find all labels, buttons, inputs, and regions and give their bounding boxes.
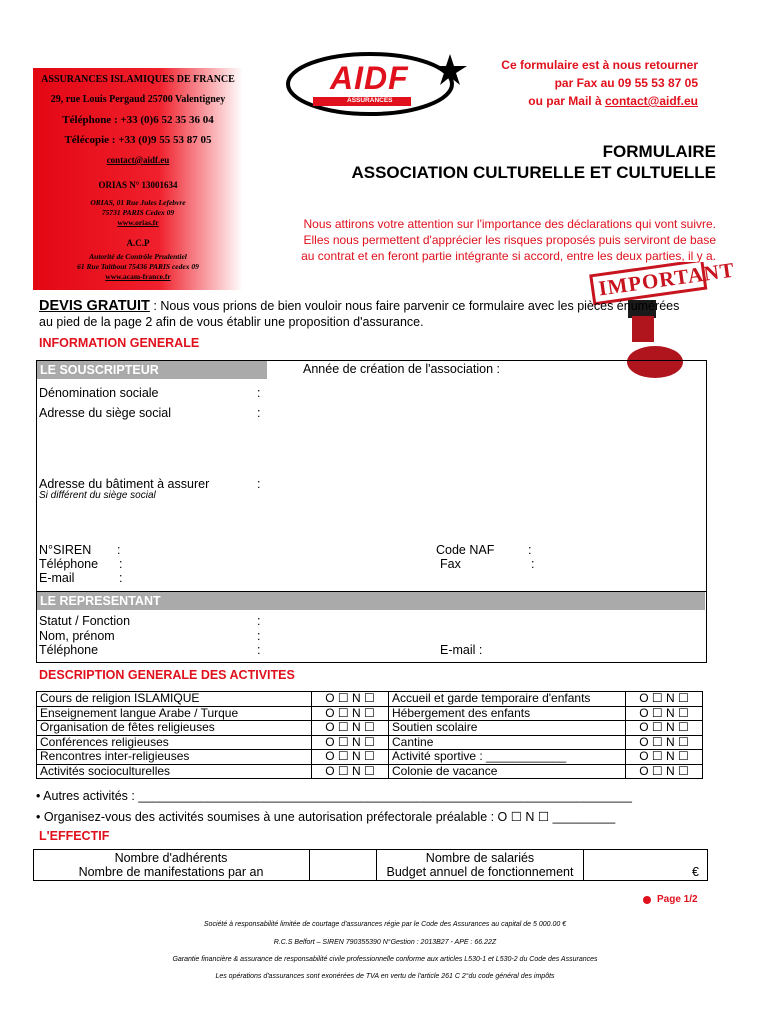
si-different-note: Si différent du siège social: [39, 490, 156, 501]
colon: :: [257, 629, 261, 643]
activity-label: Colonie de vacance: [389, 764, 626, 779]
yes-no-checkbox[interactable]: O ☐ N ☐: [312, 692, 389, 707]
colon: :: [257, 614, 261, 628]
orias-address-2: 75731 PARIS Cedex 09: [101, 208, 175, 217]
section-info-generale: INFORMATION GENERALE: [39, 336, 200, 350]
representant-header: LE REPRESENTANT: [37, 592, 705, 610]
colon: :: [257, 477, 261, 491]
colon: :: [119, 557, 123, 571]
activity-label: Activité sportive : ____________: [389, 750, 626, 765]
colon: :: [528, 543, 532, 557]
activity-label: Rencontres inter-religieuses: [37, 750, 312, 765]
activity-label: Cours de religion ISLAMIQUE: [37, 692, 312, 707]
acp-web[interactable]: www.acam-france.fr: [105, 272, 171, 281]
acp-name: Autorité de Contrôle Prudentiel: [89, 252, 187, 261]
activity-label: Hébergement des enfants: [389, 706, 626, 721]
yes-no-checkbox[interactable]: O ☐ N ☐: [312, 706, 389, 721]
yes-no-checkbox[interactable]: O ☐ N ☐: [626, 735, 703, 750]
footer-line-4: Les opérations d'assurances sont exonérées de TVA en vertu de l'article 261 C 2°du code général des impôts: [215, 973, 555, 980]
statut-label: Statut / Fonction: [39, 614, 131, 628]
company-name: ASSURANCES ISLAMIQUES DE FRANCE: [41, 74, 235, 85]
yes-no-checkbox[interactable]: O ☐ N ☐: [312, 735, 389, 750]
colon: :: [257, 643, 261, 657]
denomination-label: Dénomination sociale: [39, 386, 159, 400]
siren-label: N°SIREN: [39, 543, 92, 557]
activity-label: Accueil et garde temporaire d'enfants: [389, 692, 626, 707]
return-instructions: [501, 56, 698, 110]
stamp-text: IMPORTANT: [596, 257, 737, 301]
annee-creation-label: Année de création de l'association :: [303, 362, 500, 376]
activites-prefectorales: • Organisez-vous des activités soumises à une autorisation préfectorale préalable : O ☐ N ☐ _________: [36, 810, 616, 824]
yes-no-checkbox[interactable]: O ☐ N ☐: [626, 706, 703, 721]
company-email[interactable]: contact@aidf.eu: [106, 155, 170, 165]
devis-paragraph: DEVIS GRATUIT : Nous vous prions de bien vouloir nous faire parvenir ce formulaire avec les pièces énumérées au pied de la page 2 afin de vous établir une proposition d'assurance.: [39, 298, 680, 329]
acp-address: 61 Rue Taitbout 75436 PARIS cedex 09: [77, 262, 199, 271]
footer-line-3: Garantie financière & assurance de responsabilité civile professionnelle conforme aux articles L530-1 et L530-2 du Code des Assurances: [172, 956, 598, 963]
activity-label: Organisation de fêtes religieuses: [37, 721, 312, 736]
fax-label: Fax: [440, 557, 461, 571]
company-info-panel: [33, 68, 243, 290]
nom-label: Nom, prénom: [39, 629, 115, 643]
activity-row: [37, 721, 703, 736]
nombre-manifestations-label: Nombre de manifestations par an: [78, 865, 264, 879]
colon: :: [531, 557, 535, 571]
activites-table: [36, 691, 703, 779]
souscripteur-header: LE SOUSCRIPTEUR: [37, 361, 267, 379]
notice-text: Nous attirons votre attention sur l'importance des déclarations qui vont suivre. Elles nous permettent d'apprécier les risques proposés puis serviront de base au contrat et en feront partie intégrante si accord, entre les deux parties, il y a.: [301, 217, 716, 263]
email-label: E-mail: [39, 571, 75, 585]
activity-label: Soutien scolaire: [389, 721, 626, 736]
yes-no-checkbox[interactable]: O ☐ N ☐: [312, 750, 389, 765]
activity-row: [37, 764, 703, 779]
yes-no-checkbox[interactable]: O ☐ N ☐: [626, 692, 703, 707]
logo-subtext: ASSURANCES: [347, 97, 393, 104]
code-naf-label: Code NAF: [436, 543, 495, 557]
section-effectif: L'EFFECTIF: [39, 829, 110, 843]
company-phone: Téléphone : +33 (0)6 52 35 36 04: [62, 114, 214, 126]
orias-address-1: ORIAS, 01 Rue Jules Lefebvre: [90, 198, 186, 207]
activity-row: [37, 692, 703, 707]
activity-row: [37, 750, 703, 765]
yes-no-checkbox[interactable]: O ☐ N ☐: [312, 721, 389, 736]
company-address: 29, rue Louis Pergaud 25700 Valentigney: [50, 94, 226, 105]
return-line-2: par Fax au 09 55 53 87 05: [554, 76, 698, 90]
activity-row: [37, 706, 703, 721]
orias-web[interactable]: www.orias.fr: [117, 218, 159, 227]
return-line-1: Ce formulaire est à nous retourner: [501, 58, 698, 72]
activity-row: [37, 735, 703, 750]
yes-no-checkbox[interactable]: O ☐ N ☐: [626, 721, 703, 736]
form-title-1: FORMULAIRE: [602, 142, 716, 161]
aidf-logo: [285, 50, 470, 118]
footer-line-2: R.C.S Belfort – SIREN 790355390 N°Gestion : 2013B27 - APE : 66.22Z: [273, 939, 497, 946]
orias-number: ORIAS N° 13001634: [98, 180, 178, 190]
footer-line-1: Société à responsabilité limitée de courtage d'assurances régie par le Code des Assurances au capital de 5 000.00 €: [203, 921, 567, 928]
colon: :: [257, 406, 261, 420]
yes-no-checkbox[interactable]: O ☐ N ☐: [312, 764, 389, 779]
activity-label: Enseignement langue Arabe / Turque: [37, 706, 312, 721]
colon: :: [117, 543, 121, 557]
return-line-3: ou par Mail à contact@aidf.eu: [528, 94, 698, 108]
nombre-salaries-label: Nombre de salariés: [425, 851, 535, 865]
yes-no-checkbox[interactable]: O ☐ N ☐: [626, 750, 703, 765]
telephone-label: Téléphone: [39, 557, 99, 571]
colon: :: [257, 386, 261, 400]
adresse-batiment-label: Adresse du bâtiment à assurer: [39, 477, 210, 491]
activity-label: Activités socioculturelles: [37, 764, 312, 779]
nombre-adherents-label: Nombre d'adhérents: [114, 851, 228, 865]
adresse-siege-label: Adresse du siège social: [39, 406, 172, 420]
company-fax: Télécopie : +33 (0)9 55 53 87 05: [64, 134, 212, 146]
page-number: Page 1/2: [657, 894, 698, 905]
rep-telephone-label: Téléphone: [39, 643, 99, 657]
activity-label: Cantine: [389, 735, 626, 750]
section-activites: DESCRIPTION GENERALE DES ACTIVITES: [39, 668, 295, 682]
acp-title: A.C.P: [126, 238, 150, 248]
rep-email-label: E-mail :: [440, 643, 483, 657]
activity-label: Conférences religieuses: [37, 735, 312, 750]
form-title-2: ASSOCIATION CULTURELLE ET CULTUELLE: [351, 163, 716, 182]
devis-label: DEVIS GRATUIT: [39, 298, 150, 314]
autres-activites: • Autres activités : _______________________________________________________________________: [36, 789, 632, 803]
return-email-link[interactable]: contact@aidf.eu: [604, 94, 698, 108]
budget-label: Budget annuel de fonctionnement: [386, 865, 574, 879]
yes-no-checkbox[interactable]: O ☐ N ☐: [626, 764, 703, 779]
bullet-icon: [643, 896, 651, 904]
euro-sign: €: [692, 865, 699, 879]
colon: :: [119, 571, 123, 585]
logo-text: AIDF: [330, 60, 409, 96]
